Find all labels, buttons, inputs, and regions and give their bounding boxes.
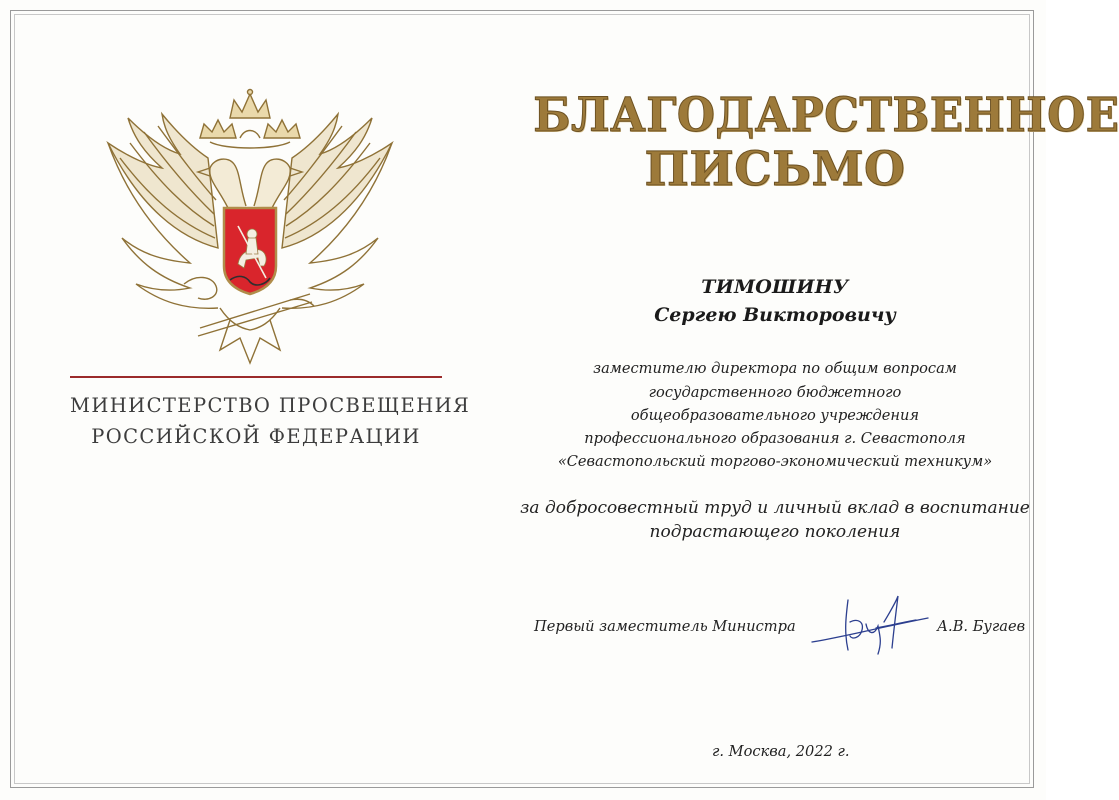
letter-title-line-2: ПИСЬМО	[644, 142, 906, 197]
position-line: профессионального образования г. Севастополя	[584, 430, 966, 447]
ministry-name-line-1: МИНИСТЕРСТВО ПРОСВЕЩЕНИЯ	[70, 394, 471, 417]
recipient-name: Сергею Викторовичу	[654, 304, 896, 326]
signatory-title: Первый заместитель Министра	[534, 618, 796, 635]
ministry-divider	[70, 376, 442, 378]
position-line: «Севастопольский торгово-экономический техникум»	[557, 453, 993, 470]
recipient-surname: ТИМОШИНУ	[701, 276, 849, 298]
award-reason-line: подрастающего поколения	[649, 522, 901, 542]
award-reason-line: за добросовестный труд и личный вклад в воспитание	[520, 498, 1030, 518]
signatory-name: А.В. Бугаев	[937, 618, 1026, 635]
handwritten-signature-icon	[808, 592, 933, 658]
place-and-date: г. Москва, 2022 г.	[712, 743, 850, 760]
position-line: заместителю директора по общим вопросам	[593, 360, 957, 377]
position-line: общеобразовательного учреждения	[630, 407, 920, 424]
position-line: государственного бюджетного	[648, 384, 902, 401]
double-headed-eagle-emblem-icon	[100, 88, 400, 373]
letter-title-line-1: БЛАГОДАРСТВЕННОЕ	[533, 88, 1119, 143]
ministry-name-line-2: РОССИЙСКОЙ ФЕДЕРАЦИИ	[91, 425, 421, 448]
